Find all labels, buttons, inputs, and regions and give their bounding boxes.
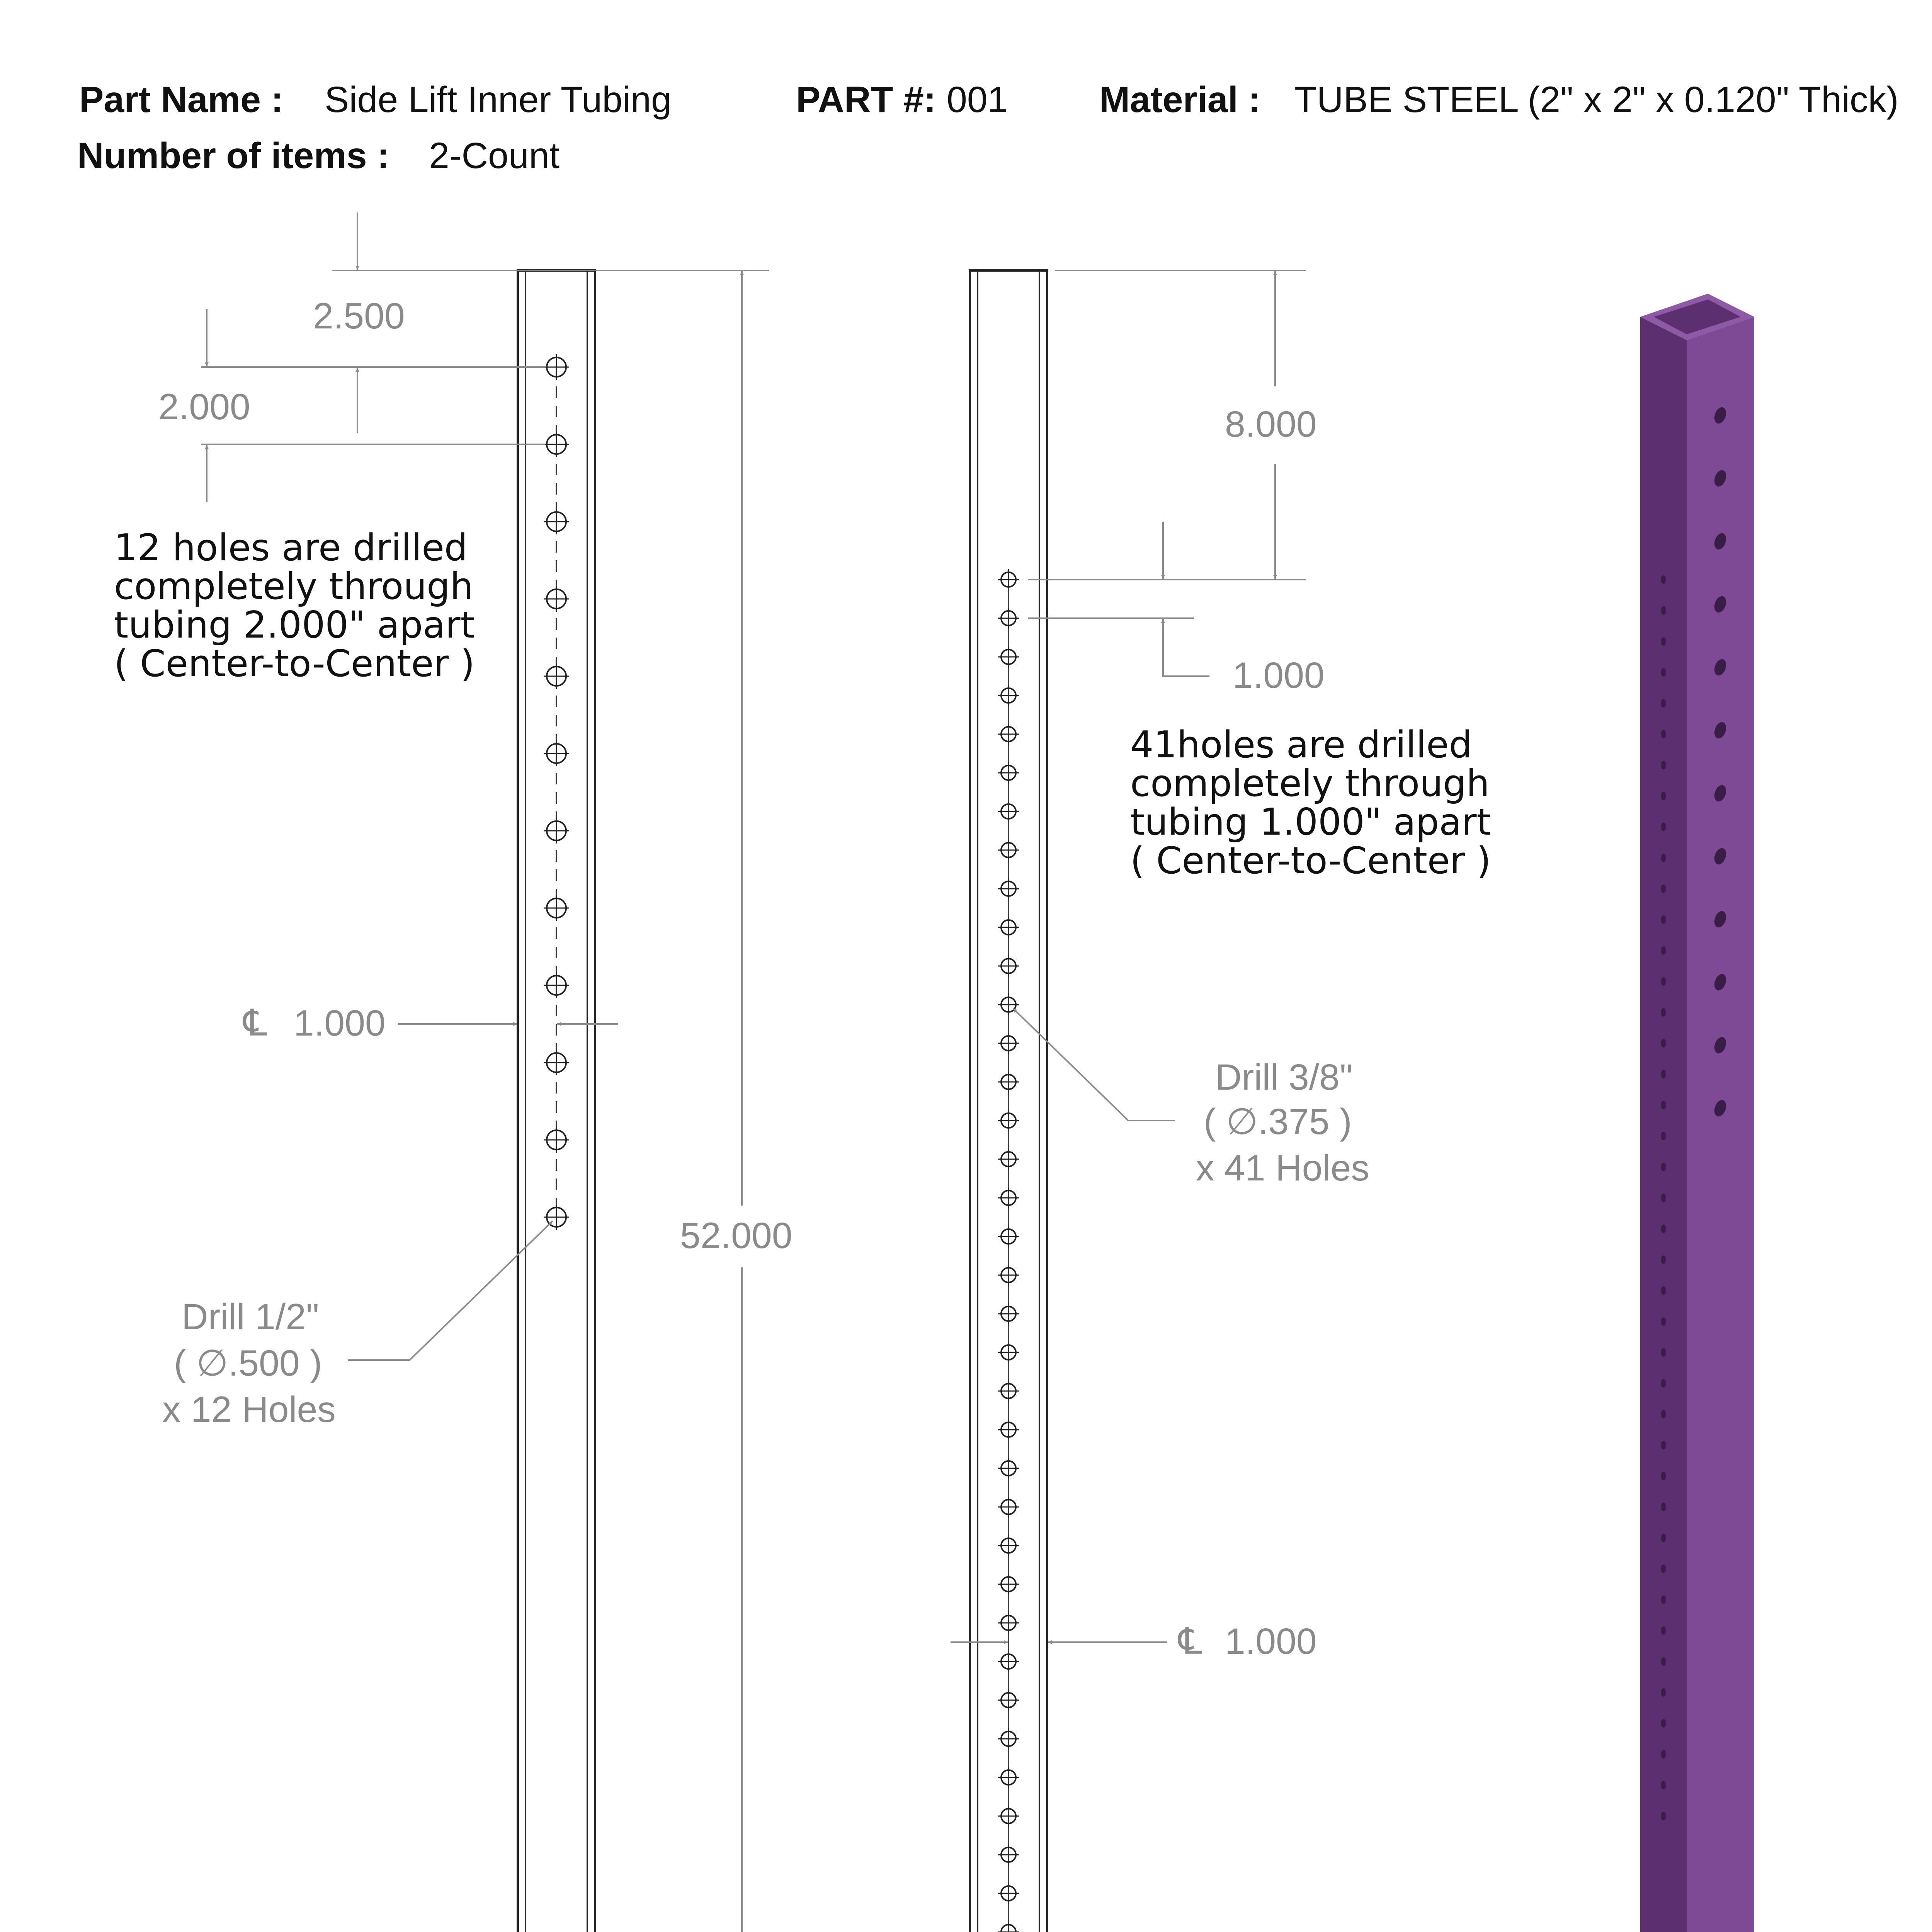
drill-hole	[998, 724, 1019, 745]
iso-small-hole	[1661, 575, 1666, 584]
iso-small-hole	[1661, 915, 1666, 924]
iso-small-hole	[1661, 606, 1666, 615]
iso-small-hole	[1661, 1101, 1666, 1109]
drill-hole	[998, 1458, 1019, 1479]
drill-hole	[544, 354, 569, 380]
iso-small-hole	[1661, 699, 1666, 707]
left-drill-leader	[348, 1221, 553, 1360]
iso-small-hole	[1661, 1410, 1666, 1418]
drill-hole	[544, 432, 569, 457]
left-hole-note-line: ( Center-to-Center )	[114, 643, 475, 685]
drill-hole	[544, 509, 569, 534]
iso-small-hole	[1661, 1070, 1666, 1078]
iso-small-hole	[1661, 1348, 1666, 1357]
drill-hole	[544, 895, 569, 921]
left-top-offset-dimension: 2.500	[313, 296, 405, 337]
drill-hole	[998, 956, 1019, 976]
left-tube-view	[114, 213, 793, 1932]
drill-hole	[998, 1110, 1019, 1131]
drill-hole	[544, 663, 569, 689]
iso-small-hole	[1661, 1657, 1666, 1666]
drill-hole	[998, 1497, 1019, 1517]
iso-small-hole	[1661, 884, 1666, 893]
iso-small-hole	[1661, 1565, 1666, 1573]
drill-hole	[998, 646, 1019, 667]
drill-hole	[544, 818, 569, 844]
drill-hole	[998, 1883, 1019, 1904]
drill-hole	[998, 1844, 1019, 1865]
right-centerline-symbol: ℄	[1179, 1621, 1202, 1662]
iso-small-hole	[1661, 823, 1666, 831]
right-hole-note-line: completely through	[1130, 762, 1490, 805]
right-drill-callout-line: ( ∅.375 )	[1204, 1101, 1352, 1142]
iso-small-hole	[1661, 1194, 1666, 1202]
part-name-label: Part Name :	[79, 79, 283, 120]
isometric-tube-render	[1640, 294, 1754, 1932]
left-hole-note-line: completely through	[114, 565, 473, 608]
drill-hole	[998, 1071, 1019, 1092]
drill-hole	[998, 1535, 1019, 1556]
iso-small-hole	[1661, 792, 1666, 800]
iso-small-hole	[1661, 1688, 1666, 1697]
items-count-value: 2-Count	[429, 135, 560, 176]
drill-hole	[998, 762, 1019, 783]
iso-small-hole	[1661, 1225, 1666, 1233]
iso-small-hole	[1661, 1132, 1666, 1140]
iso-small-hole	[1661, 1719, 1666, 1728]
drill-hole	[998, 1419, 1019, 1440]
part-number-label: PART #:	[796, 79, 936, 120]
right-hole-note-line: 41holes are drilled	[1130, 724, 1472, 766]
drill-hole	[998, 1690, 1019, 1711]
iso-small-hole	[1661, 730, 1666, 738]
material-label: Material :	[1099, 79, 1261, 120]
iso-small-hole	[1661, 1163, 1666, 1171]
drill-hole	[544, 586, 569, 612]
right-drill-leader	[1013, 1009, 1175, 1121]
iso-small-hole	[1661, 1441, 1666, 1449]
drill-hole	[998, 1381, 1019, 1401]
items-count-label: Number of items :	[77, 135, 389, 176]
left-drill-callout-line: Drill 1/2"	[182, 1296, 319, 1337]
right-drill-callout-line: Drill 3/8"	[1215, 1057, 1353, 1098]
drill-hole	[998, 1342, 1019, 1363]
drill-hole	[998, 1806, 1019, 1827]
left-hole-note-line: tubing 2.000" apart	[114, 604, 475, 646]
tube-right-face	[1687, 317, 1754, 1932]
iso-small-hole	[1661, 761, 1666, 769]
drill-hole	[998, 569, 1019, 590]
iso-small-hole	[1661, 1039, 1666, 1048]
drill-hole	[998, 1033, 1019, 1054]
drill-hole	[998, 878, 1019, 899]
iso-small-hole	[1661, 1595, 1666, 1604]
drill-hole	[998, 1574, 1019, 1595]
iso-small-hole	[1661, 1626, 1666, 1635]
iso-small-hole	[1661, 1534, 1666, 1542]
drill-hole	[998, 685, 1019, 706]
drill-hole	[998, 1226, 1019, 1247]
right-top-offset-dimension: 8.000	[1225, 404, 1317, 445]
iso-small-hole	[1661, 1379, 1666, 1388]
material-value: TUBE STEEL (2" x 2" x 0.120" Thick)	[1294, 79, 1899, 120]
right-hole-note-line: tubing 1.000" apart	[1130, 801, 1491, 844]
iso-small-hole	[1661, 1472, 1666, 1480]
right-spacing-arrow	[1163, 619, 1209, 676]
drill-hole	[998, 1767, 1019, 1788]
iso-small-hole	[1661, 1503, 1666, 1511]
iso-small-hole	[1661, 1750, 1666, 1759]
drill-hole	[998, 1187, 1019, 1208]
drill-hole	[544, 973, 569, 998]
drill-hole	[998, 608, 1019, 629]
drill-hole	[544, 741, 569, 766]
iso-small-hole	[1661, 1781, 1666, 1789]
drill-hole	[998, 917, 1019, 938]
drill-hole	[998, 801, 1019, 822]
iso-small-hole	[1661, 1812, 1666, 1820]
iso-small-hole	[1661, 1286, 1666, 1295]
drill-hole	[998, 1651, 1019, 1672]
iso-small-hole	[1661, 946, 1666, 955]
right-hole-note-line: ( Center-to-Center )	[1130, 840, 1491, 882]
title-block-header	[77, 79, 1899, 176]
drill-hole	[998, 1303, 1019, 1324]
drill-hole	[544, 1050, 569, 1075]
drill-hole	[998, 840, 1019, 861]
right-spacing-dimension: 1.000	[1233, 655, 1325, 696]
drill-hole	[998, 1612, 1019, 1633]
iso-small-hole	[1661, 668, 1666, 677]
iso-small-hole	[1661, 637, 1666, 646]
left-centerline-symbol: ℄	[243, 1003, 267, 1044]
left-length-dimension: 52.000	[680, 1215, 793, 1256]
left-spacing-dimension: 2.000	[158, 386, 250, 427]
right-centerline-dimension: 1.000	[1225, 1621, 1317, 1662]
part-name-value: Side Lift Inner Tubing	[325, 79, 672, 120]
drill-hole	[998, 1265, 1019, 1286]
iso-small-hole	[1661, 854, 1666, 862]
left-hole-note-line: 12 holes are drilled	[114, 527, 468, 569]
left-drill-callout-line: ( ∅.500 )	[174, 1343, 322, 1384]
left-centerline-dimension: 1.000	[294, 1003, 386, 1044]
left-drill-callout-line: x 12 Holes	[162, 1389, 336, 1430]
right-drill-callout-line: x 41 Holes	[1196, 1148, 1369, 1189]
iso-small-hole	[1661, 1255, 1666, 1264]
drill-hole	[998, 1149, 1019, 1170]
part-number-value: 001	[947, 79, 1008, 120]
drill-hole	[998, 1922, 1019, 1932]
drill-hole	[544, 1127, 569, 1153]
iso-small-hole	[1661, 1008, 1666, 1017]
drill-hole	[998, 1728, 1019, 1749]
iso-small-hole	[1661, 1317, 1666, 1326]
right-tube-view	[802, 270, 1491, 1932]
iso-small-hole	[1661, 977, 1666, 986]
small-hole-row	[1661, 575, 1666, 1820]
